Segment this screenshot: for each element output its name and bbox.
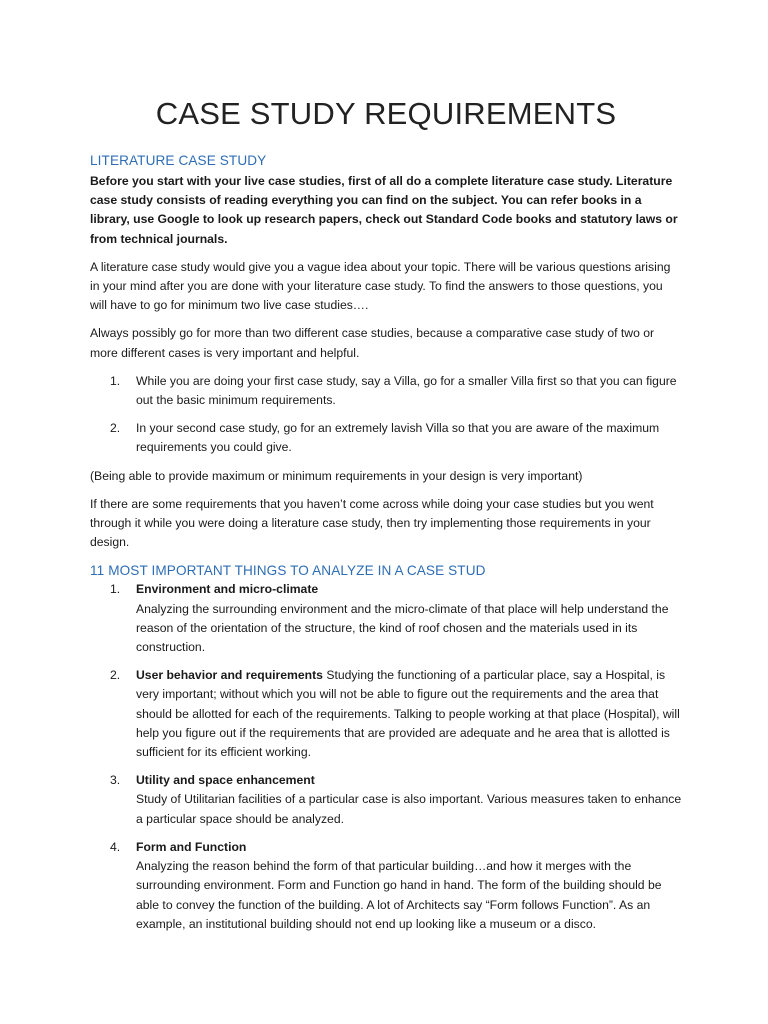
list-number: 2.	[110, 668, 121, 683]
section-heading-analyze: 11 MOST IMPORTANT THINGS TO ANALYZE IN A CASE STUD	[90, 563, 486, 579]
list-text: While you are doing your first case study, say a Villa, go for a smaller Villa first so that you can figure out the basic minimum requirements.	[136, 373, 677, 408]
item-title: Form and Function	[136, 839, 247, 854]
page-title: CASE STUDY REQUIREMENTS	[155, 96, 617, 131]
list-number: 4.	[110, 839, 121, 854]
list-number: 1.	[110, 373, 121, 388]
section-heading-literature: LITERATURE CASE STUDY	[90, 153, 267, 168]
item-body: Analyzing the reason behind the form of that particular building…and how it merges with the surrounding environment. Form and Function go hand in hand. The form of the building should be able to convey the function of the building. A lot of Architects say “Form follows Function”. As an example, an institutional building should not end up looking like a museum or a disco.	[136, 859, 662, 931]
item-body: Analyzing the surrounding environment and the micro-climate of that place will help understand the reason of the orientation of the structure, the kind of roof chosen and the materials used in its construction.	[136, 601, 669, 655]
list-item	[90, 771, 682, 829]
item-body: Studying the functioning of a particular place, say a Hospital, is very important; without which you will not be able to figure out the requirements and the area that should be allotted for each of the requirements. Talking to people working at that place (Hospital), will help you figure out if the requirements that are provided are adequate and he area that is allotted is sufficient for its efficient working.	[136, 668, 680, 760]
item-title: Utility and space enhancement	[136, 773, 315, 788]
paragraph-vague-idea: A literature case study would give you a vague idea about your topic. There will be various questions arising in your mind after you are done with your literature case study. To find the answers to those questions, you will have to go for minimum two live case studies….	[90, 259, 671, 313]
case-study-list	[90, 372, 682, 458]
list-number: 1.	[110, 582, 121, 597]
list-item	[90, 580, 682, 657]
list-item	[90, 666, 682, 762]
list-item	[90, 838, 682, 934]
item-title: Environment and micro-climate	[136, 582, 319, 597]
item-body: Study of Utilitarian facilities of a particular case is also important. Various measures taken to enhance a particular space should be analyzed.	[136, 792, 682, 826]
list-number: 2.	[110, 421, 121, 436]
paragraph-if-requirements: If there are some requirements that you haven’t come across while doing your case studies but you went through it while you were doing a literature case study, then try implementing those requirements in your design.	[90, 496, 654, 550]
list-item	[90, 419, 682, 457]
list-item	[90, 372, 682, 410]
list-number: 3.	[110, 773, 121, 788]
item-title: User behavior and requirements	[136, 668, 323, 683]
paragraph-always: Always possibly go for more than two different case studies, because a comparative case study of two or more different cases is very important and helpful.	[90, 326, 655, 360]
paragraph-being-able: (Being able to provide maximum or minimum requirements in your design is very important)	[90, 468, 583, 483]
paragraph-intro: Before you start with your live case studies, first of all do a complete literature case study. Literature case study consists of reading everything you can find on the subject. You can refer books in a library, use Google to look up research papers, check out Standard Code books and statutory laws or from technical journals.	[90, 174, 678, 246]
list-text: In your second case study, go for an extremely lavish Villa so that you are aware of the maximum requirements you could give.	[136, 421, 660, 455]
analyze-list	[90, 580, 682, 933]
